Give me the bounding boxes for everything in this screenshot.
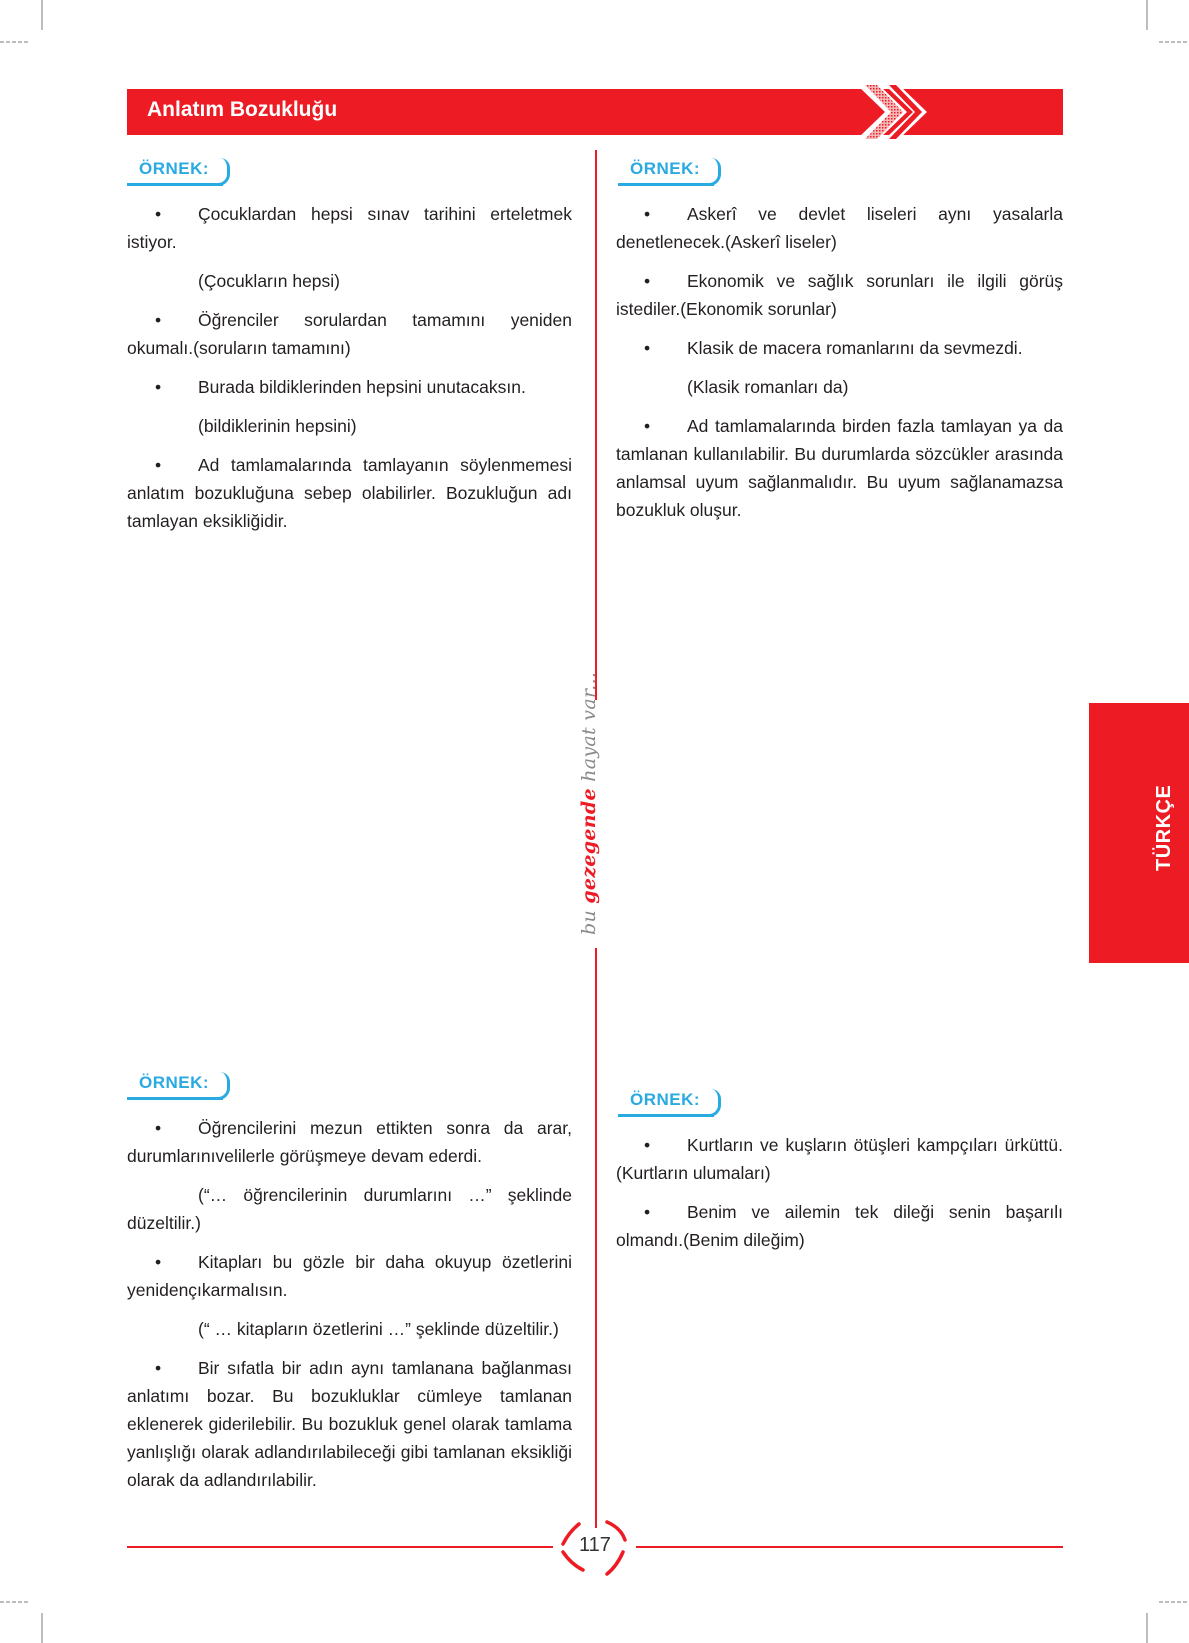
section-top-left bbox=[127, 200, 572, 546]
list-item-text: Klasik de macera romanlarını da sevmezdi. bbox=[687, 338, 1023, 358]
list-item bbox=[616, 1131, 1063, 1187]
list-item-text: Kitapları bu gözle bir daha okuyup özetlerini yenidençıkarmalısın. bbox=[127, 1252, 572, 1300]
page-number: 117 bbox=[579, 1534, 611, 1556]
slogan-text: bu bbox=[578, 903, 600, 935]
bullet-icon: • bbox=[155, 377, 162, 397]
list-item-text: Bir sıfatla bir adın aynı tamlanana bağlanması anlatımı bozar. Bu bozukluklar cümleye tamlanan eklenerek giderilebilir. Bu bozukluk genel olarak tamlama yanlışlığı olarak adlandırılabileceği gibi tamlanan eksikliği olarak da adlandırılabilir. bbox=[127, 1358, 572, 1490]
correction-note: (“… öğrencilerinin durumlarını …” şeklinde düzeltilir.) bbox=[127, 1185, 572, 1233]
slogan-text: hayat var... bbox=[578, 671, 600, 789]
bullet-icon: • bbox=[155, 1358, 162, 1378]
column-divider bbox=[595, 948, 597, 1528]
example-label bbox=[127, 1072, 233, 1100]
bullet-icon: • bbox=[155, 455, 162, 475]
column-divider bbox=[595, 150, 597, 700]
list-item bbox=[616, 1198, 1063, 1254]
crop-mark bbox=[41, 1613, 43, 1643]
page-title: Anlatım Bozukluğu bbox=[147, 98, 338, 121]
list-item bbox=[127, 451, 572, 535]
list-item bbox=[616, 334, 1063, 362]
bullet-icon: • bbox=[644, 204, 651, 224]
bullet-icon: • bbox=[155, 310, 162, 330]
example-label-text: ÖRNEK: bbox=[630, 1090, 701, 1109]
correction-note: (Çocukların hepsi) bbox=[198, 271, 340, 291]
bullet-icon: • bbox=[155, 204, 162, 224]
list-item bbox=[127, 1354, 572, 1494]
bullet-icon: • bbox=[644, 416, 651, 436]
crop-mark bbox=[0, 1601, 30, 1603]
correction-note: (“ … kitapların özetlerini …” şeklinde düzeltilir.) bbox=[198, 1319, 559, 1339]
slogan bbox=[578, 672, 600, 935]
list-item bbox=[616, 267, 1063, 323]
subject-tab bbox=[1089, 703, 1189, 963]
example-label-text: ÖRNEK: bbox=[139, 1073, 210, 1092]
bullet-icon: • bbox=[644, 338, 651, 358]
crop-mark bbox=[1146, 1613, 1148, 1643]
list-item-text: Çocuklardan hepsi sınav tarihini erteletmek istiyor. bbox=[127, 204, 572, 252]
section-bottom-right bbox=[616, 1131, 1063, 1265]
crop-mark bbox=[41, 0, 43, 30]
bullet-icon: • bbox=[644, 1202, 651, 1222]
correction-note: (bildiklerinin hepsini) bbox=[198, 416, 357, 436]
list-item-text: Öğrenciler sorulardan tamamını yeniden okumalı.(soruların tamamını) bbox=[127, 310, 572, 358]
section-top-right bbox=[616, 200, 1063, 535]
example-label bbox=[618, 158, 724, 186]
crop-mark bbox=[0, 41, 30, 43]
example-label bbox=[127, 158, 233, 186]
example-label bbox=[618, 1089, 724, 1117]
bullet-icon: • bbox=[644, 271, 651, 291]
subject-tab-label: TÜRKÇE bbox=[1153, 784, 1175, 871]
section-header-bar bbox=[127, 89, 1063, 135]
list-item-text: Kurtların ve kuşların ötüşleri kampçıları ürküttü. (Kurtların ulumaları) bbox=[616, 1135, 1063, 1183]
list-item-text: Ad tamlamalarında birden fazla tamlayan ya da tamlanan kullanılabilir. Bu durumlarda sözcükler arasında anlamsal uyum sağlanmalıdır. Bu uyum sağlanamazsa bozukluk oluşur. bbox=[616, 416, 1063, 520]
crop-mark bbox=[1159, 41, 1189, 43]
list-item bbox=[127, 306, 572, 362]
page-number-badge bbox=[551, 1516, 639, 1578]
list-item bbox=[616, 200, 1063, 256]
list-item-text: Ad tamlamalarında tamlayanın söylenmemesi anlatım bozukluğuna sebep olabilirler. Bozukluğun adı tamlayan eksikliğidir. bbox=[127, 455, 572, 531]
crop-mark bbox=[1146, 0, 1148, 30]
footer-rule bbox=[127, 1546, 553, 1548]
list-item-text: Öğrencilerini mezun ettikten sonra da arar, durumlarınıvelilerle görüşmeye devam ederdi. bbox=[127, 1118, 572, 1166]
double-chevron-right-icon bbox=[855, 85, 965, 139]
list-item-text: Burada bildiklerinden hepsini unutacaksın. bbox=[198, 377, 526, 397]
example-label-text: ÖRNEK: bbox=[139, 159, 210, 178]
section-bottom-left bbox=[127, 1114, 572, 1505]
list-item bbox=[127, 1114, 572, 1170]
slogan-highlight: gezegende bbox=[578, 788, 600, 904]
correction-note: (Klasik romanları da) bbox=[687, 377, 849, 397]
example-label-text: ÖRNEK: bbox=[630, 159, 701, 178]
list-item-text: Ekonomik ve sağlık sorunları ile ilgili görüş istediler.(Ekonomik sorunlar) bbox=[616, 271, 1063, 319]
bullet-icon: • bbox=[155, 1118, 162, 1138]
list-item-text: Askerî ve devlet liseleri aynı yasalarla denetlenecek.(Askerî liseler) bbox=[616, 204, 1063, 252]
list-item bbox=[127, 1248, 572, 1304]
list-item bbox=[616, 412, 1063, 524]
footer-rule bbox=[636, 1546, 1063, 1548]
bullet-icon: • bbox=[644, 1135, 651, 1155]
list-item bbox=[127, 200, 572, 256]
crop-mark bbox=[1159, 1601, 1189, 1603]
list-item bbox=[127, 373, 572, 401]
bullet-icon: • bbox=[155, 1252, 162, 1272]
list-item-text: Benim ve ailemin tek dileği senin başarılı olmandı.(Benim dileğim) bbox=[616, 1202, 1063, 1250]
